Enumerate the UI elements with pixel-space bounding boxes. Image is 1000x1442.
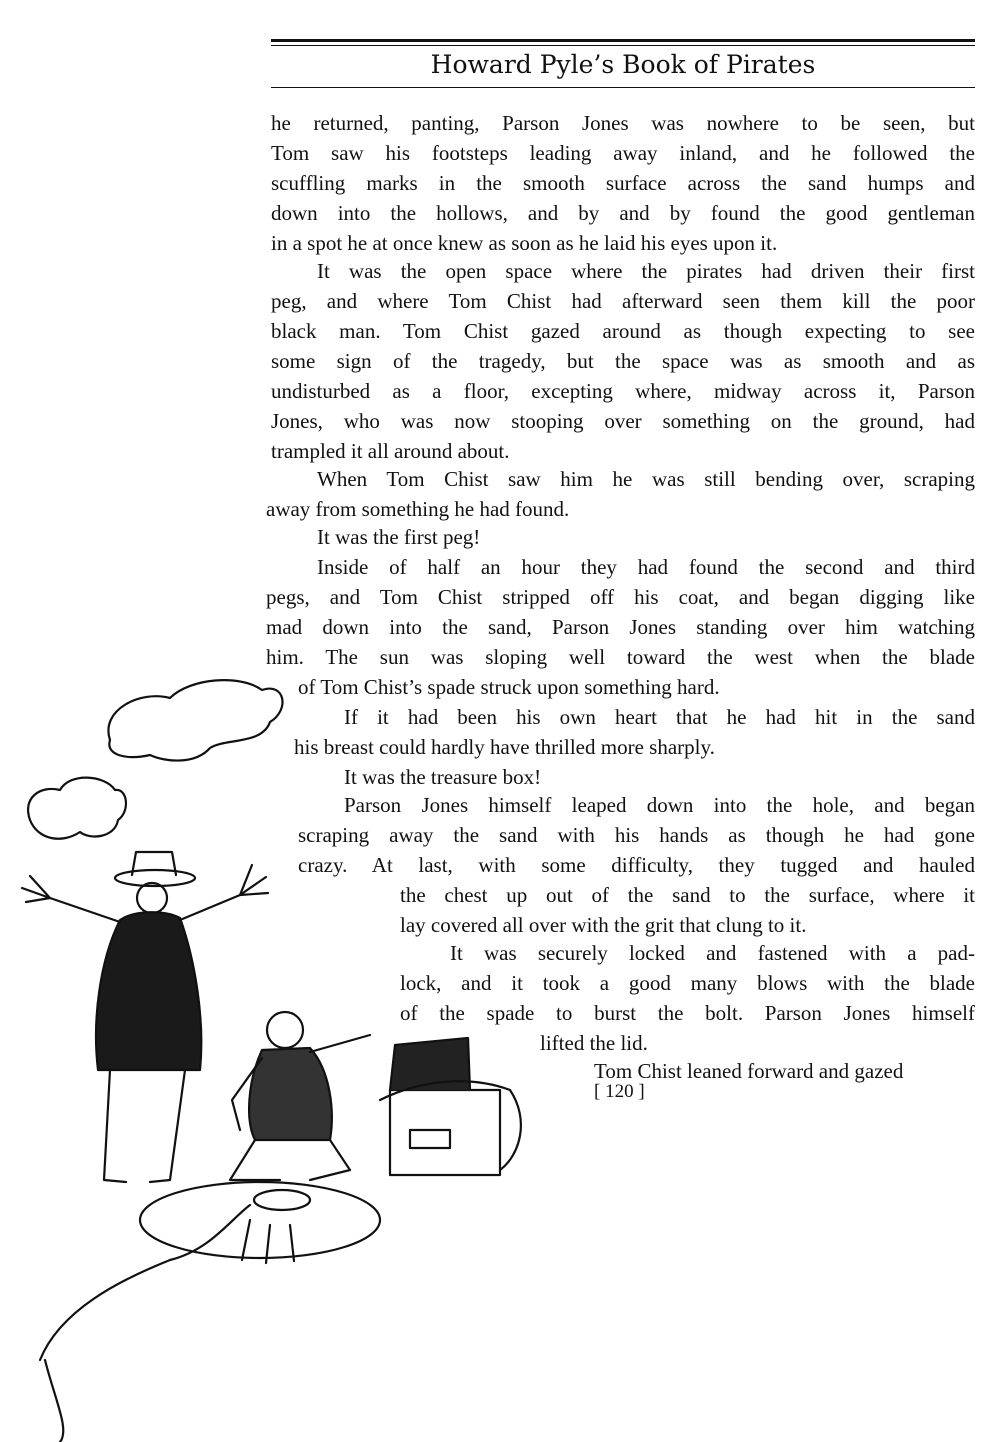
text-line: of Tom Chist’s spade struck upon something hard. — [298, 675, 720, 699]
text-line: some sign of the tragedy, but the space was as smooth and as — [271, 349, 975, 373]
text-line: It was the first peg! — [317, 525, 481, 549]
smoke-cloud — [108, 680, 282, 760]
text-line: in a spot he at once knew as soon as he laid his eyes upon it. — [271, 231, 778, 255]
running-title: Howard Pyle’s Book of Pirates — [430, 50, 816, 79]
text-line: pegs, and Tom Chist stripped off his coat, and began digging like — [266, 585, 975, 609]
text-line: trampled it all around about. — [271, 439, 510, 463]
text-line: him. The sun was sloping well toward the west when the blade — [266, 645, 975, 669]
text-line: Tom saw his footsteps leading away inland, and he followed the — [271, 141, 975, 165]
text-line: When Tom Chist saw him he was still bending over, scraping — [317, 467, 975, 491]
tom-head — [267, 1012, 303, 1048]
text-line: of the spade to burst the bolt. Parson Jones himself — [400, 1001, 975, 1025]
text-line: It was securely locked and fastened with a pad- — [450, 941, 975, 965]
text-line: It was the treasure box! — [344, 765, 542, 789]
text-line: black man. Tom Chist gazed around as though expecting to see — [271, 319, 975, 343]
header-rule-top — [271, 39, 975, 42]
text-line: peg, and where Tom Chist had afterward seen them kill the poor — [271, 289, 975, 313]
text-line: scraping away the sand with his hands as though he had gone — [298, 823, 975, 847]
header-rule-top-thin — [271, 45, 975, 46]
page-number: [ 120 ] — [594, 1081, 645, 1102]
text-line: undisturbed as a floor, excepting where, midway across it, Parson — [271, 379, 975, 403]
text-line: his breast could hardly have thrilled more sharply. — [294, 735, 715, 759]
text-line: Inside of half an hour they had found the second and third — [317, 555, 975, 579]
tom-body — [249, 1048, 332, 1140]
parson-head — [137, 883, 167, 913]
text-line: Jones, who was now stooping over something on the ground, had — [271, 409, 975, 433]
text-line: Parson Jones himself leaped down into the hole, and began — [344, 793, 975, 817]
sand-outline — [40, 1205, 250, 1442]
parson-hand — [240, 865, 268, 895]
text-line: down into the hollows, and by and by found the good gentleman — [271, 201, 975, 225]
text-line: lock, and it took a good many blows with the blade — [400, 971, 975, 995]
text-line: away from something he had found. — [266, 497, 570, 521]
text-line: It was the open space where the pirates had driven their first — [317, 259, 975, 283]
text-line: lay covered all over with the grit that clung to it. — [400, 913, 807, 937]
pirate-treasure-illustration — [0, 660, 560, 1442]
text-line: lifted the lid. — [540, 1031, 648, 1055]
text-line: Tom Chist leaned forward and gazed — [594, 1059, 904, 1083]
text-line: he returned, panting, Parson Jones was nowhere to be seen, but — [271, 111, 975, 135]
text-line: crazy. At last, with some difficulty, they tugged and hauled — [298, 853, 975, 877]
treasure-chest — [390, 1090, 500, 1175]
smoke-cloud — [28, 778, 126, 839]
parson-coat — [96, 912, 201, 1070]
text-line: mad down into the sand, Parson Jones standing over him watching — [266, 615, 975, 639]
header-rule-bottom — [271, 87, 975, 88]
text-line: scuffling marks in the smooth surface across the sand humps and — [271, 171, 975, 195]
text-line: If it had been his own heart that he had hit in the sand — [344, 705, 975, 729]
parson-hand — [22, 876, 50, 902]
text-line: the chest up out of the sand to the surface, where it — [400, 883, 975, 907]
